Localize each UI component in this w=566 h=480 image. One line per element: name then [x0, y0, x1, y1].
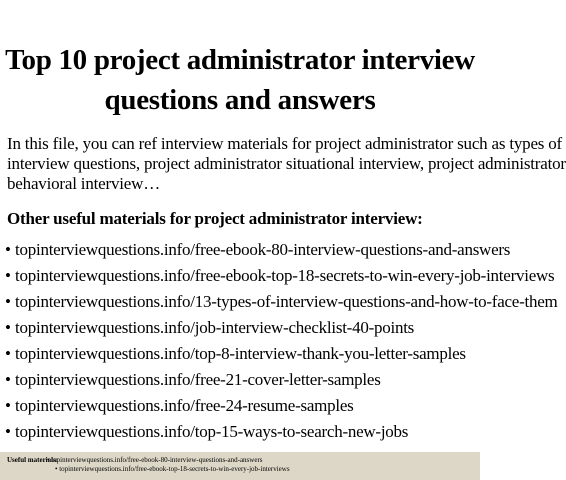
list-item: [5, 318, 558, 344]
bullet-icon: •: [5, 318, 11, 337]
bullet-icon: •: [5, 292, 11, 311]
list-item: [5, 344, 558, 370]
list-item: [5, 370, 558, 396]
link-text[interactable]: topinterviewquestions.info/13-types-of-interview-questions-and-how-to-face-them: [15, 292, 558, 311]
intro-line-3: behavioral interview…: [7, 174, 160, 193]
footer-label: Useful materials:: [7, 456, 59, 464]
bullet-icon: •: [5, 344, 11, 363]
footer-links: [47, 456, 290, 474]
list-item: [5, 422, 558, 448]
link-text[interactable]: topinterviewquestions.info/free-24-resume-samples: [15, 396, 354, 415]
link-text[interactable]: topinterviewquestions.info/free-ebook-top-18-secrets-to-win-every-job-interviews: [15, 266, 555, 285]
link-text[interactable]: topinterviewquestions.info/top-8-interview-thank-you-letter-samples: [15, 344, 466, 363]
bullet-icon: •: [5, 370, 11, 389]
bullet-icon: •: [5, 396, 11, 415]
list-item: [5, 292, 558, 318]
link-text[interactable]: topinterviewquestions.info/top-15-ways-to-search-new-jobs: [15, 422, 409, 441]
page-title-line-1: Top 10 project administrator interview: [5, 44, 475, 76]
list-item: [5, 266, 558, 292]
intro-line-2: interview questions, project administrator situational interview, project administrator: [7, 154, 566, 173]
footer-link[interactable]: • topinterviewquestions.info/free-ebook-80-interview-questions-and-answers: [47, 456, 263, 464]
page-title: [0, 40, 480, 120]
footer-link[interactable]: • topinterviewquestions.info/free-ebook-top-18-secrets-to-win-every-job-interviews: [55, 465, 290, 473]
link-text[interactable]: topinterviewquestions.info/free-21-cover-letter-samples: [15, 370, 381, 389]
list-item: [5, 240, 558, 266]
bullet-icon: •: [5, 240, 11, 259]
materials-heading: Other useful materials for project administrator interview:: [7, 209, 423, 228]
footer-bar: [0, 452, 480, 480]
bullet-icon: •: [5, 422, 11, 441]
list-item: [5, 396, 558, 422]
intro-paragraph: [7, 134, 566, 194]
page-title-line-2: questions and answers: [104, 84, 376, 116]
link-text[interactable]: topinterviewquestions.info/free-ebook-80-interview-questions-and-answers: [15, 240, 511, 259]
link-text[interactable]: topinterviewquestions.info/job-interview-checklist-40-points: [15, 318, 415, 337]
bullet-icon: •: [5, 266, 11, 285]
intro-line-1: In this file, you can ref interview materials for project administrator such as types of: [7, 134, 563, 153]
materials-list: [5, 240, 558, 448]
